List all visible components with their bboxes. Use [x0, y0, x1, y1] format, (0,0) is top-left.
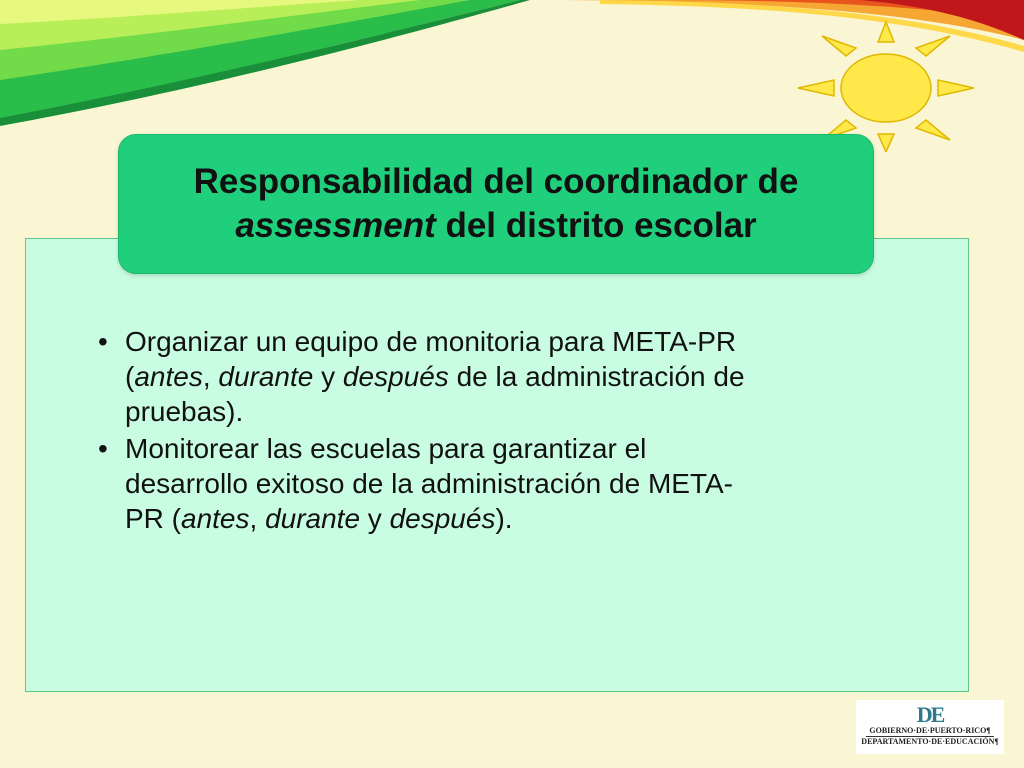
italic-term: después [389, 503, 496, 534]
text-segment: , [202, 361, 219, 392]
text-segment: de la administración de [448, 361, 745, 392]
logo-line-2: DEPARTAMENTO·DE·EDUCACIÓN¶ [861, 737, 999, 746]
sun-icon [794, 20, 982, 152]
title-banner [118, 134, 874, 274]
text-segment: ( [125, 361, 135, 392]
bullet-line [125, 394, 898, 429]
title-line-1: Responsabilidad del coordinador de [193, 162, 799, 201]
text-segment: pruebas). [125, 396, 244, 427]
title-line-2-rest: del distrito escolar [435, 206, 757, 245]
text-segment: Monitorear las escuelas para garantizar el [125, 433, 647, 464]
italic-term: después [342, 361, 449, 392]
bullet-line [125, 431, 898, 466]
list-item [98, 431, 898, 536]
italic-term: durante [265, 503, 361, 534]
text-segment: desarrollo exitoso de la administración de META- [125, 468, 733, 499]
bullet-line [125, 324, 898, 359]
text-segment: , [249, 503, 266, 534]
text-segment: y [360, 503, 390, 534]
bullet-list [98, 324, 898, 538]
bullet-dot: • [98, 433, 108, 464]
italic-term: antes [134, 361, 203, 392]
title-line-2 [235, 204, 756, 248]
italic-term: durante [218, 361, 314, 392]
bullet-line [125, 466, 898, 501]
bullet-line [125, 359, 898, 394]
department-logo [856, 700, 1004, 754]
text-segment: PR ( [125, 503, 181, 534]
text-segment: Organizar un equipo de monitoria para META-PR [125, 326, 737, 357]
logo-line-1: GOBIERNO·DE·PUERTO·RICO¶ [869, 726, 991, 735]
logo-mark: DE [916, 702, 944, 727]
text-segment: ). [495, 503, 513, 534]
bullet-line [125, 501, 898, 536]
bullet-dot: • [98, 326, 108, 357]
title-italic-term: assessment [235, 206, 436, 245]
italic-term: antes [181, 503, 250, 534]
text-segment: y [313, 361, 343, 392]
list-item [98, 324, 898, 429]
